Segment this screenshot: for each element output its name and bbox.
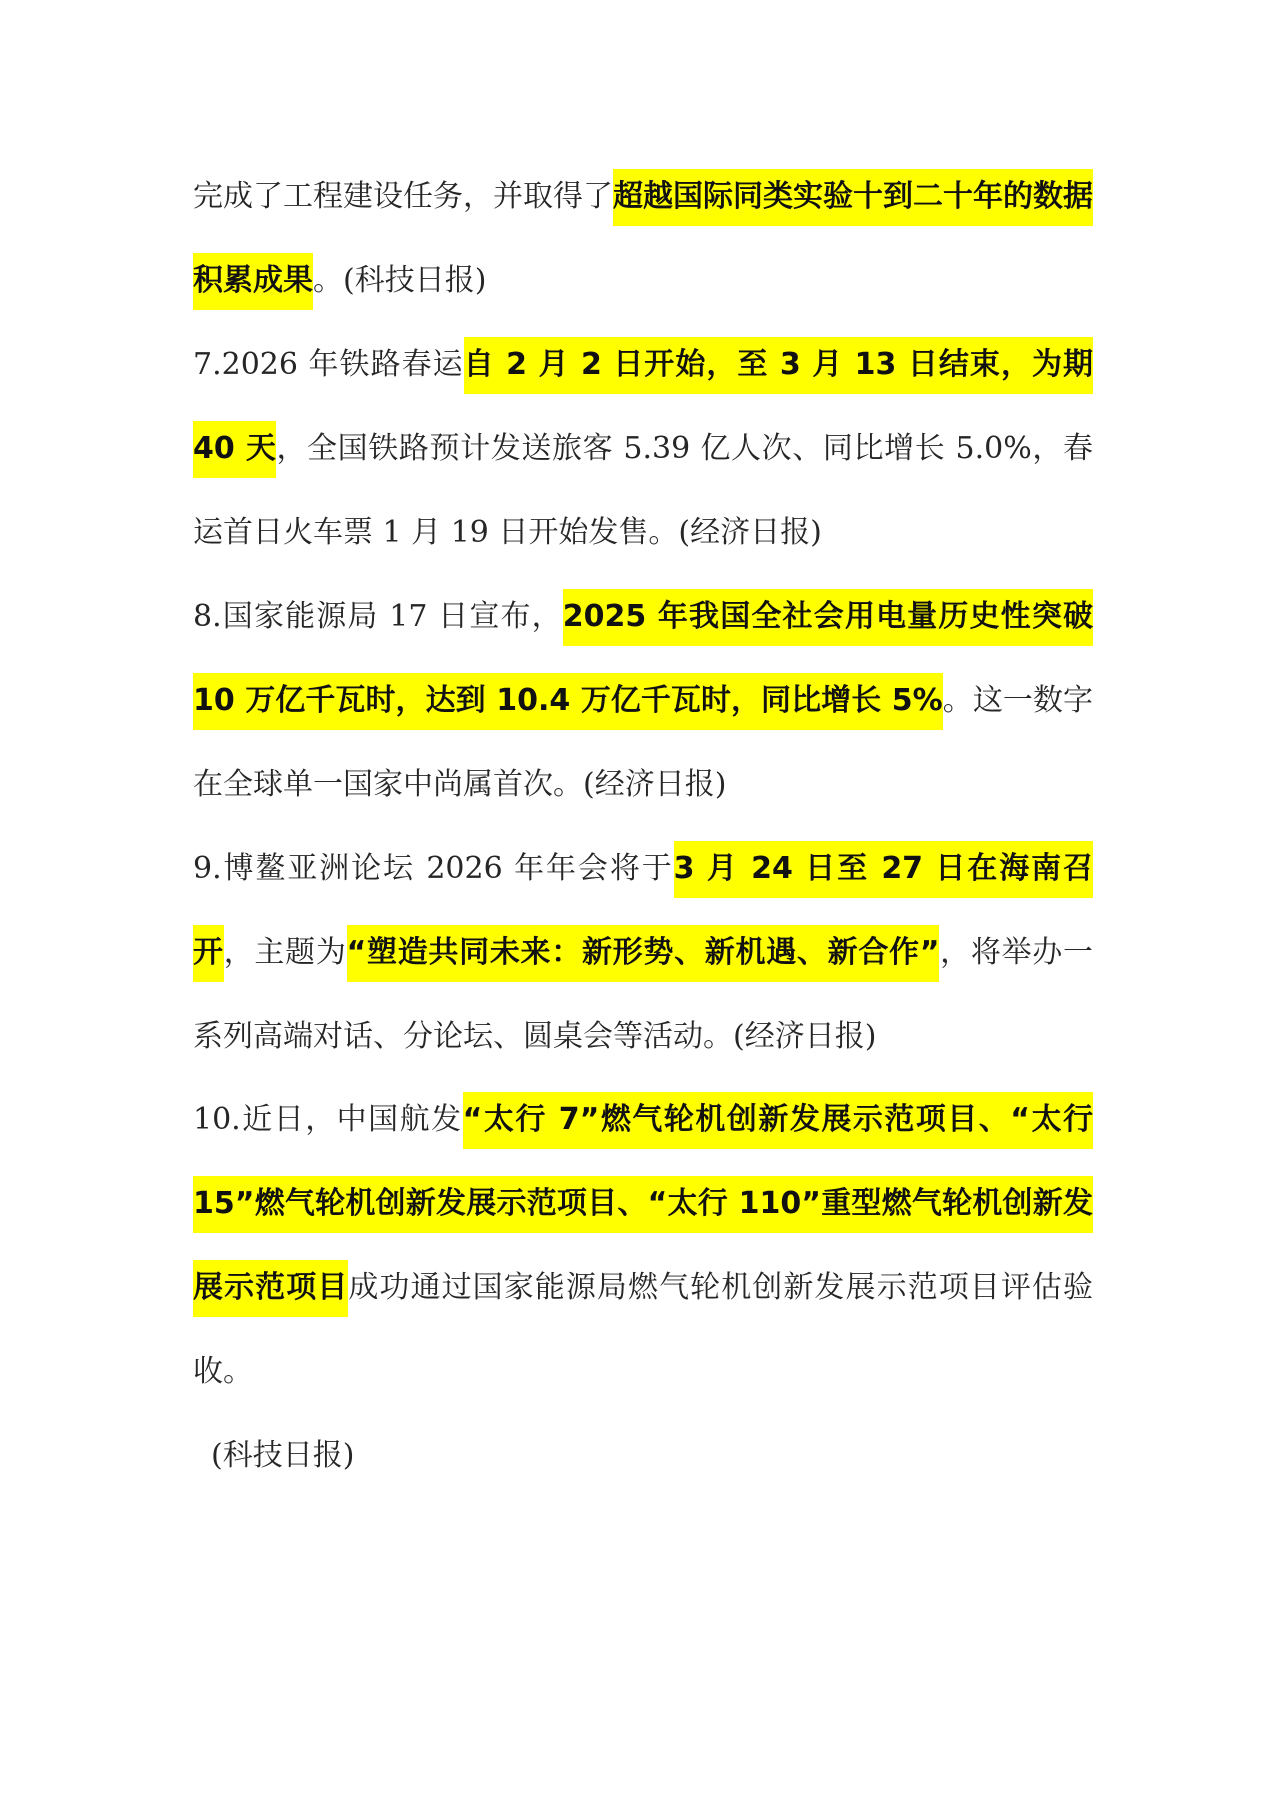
highlighted-text: 3 月 24 日至 27 日在海南召开 — [193, 841, 1093, 982]
plain-text: 完成了工程建设任务，并取得了 — [193, 179, 613, 214]
highlighted-text: 自 2 月 2 日开始，至 3 月 13 日结束，为期 40 天 — [193, 337, 1093, 478]
highlighted-theme: “塑造共同未来：新形势、新机遇、新合作” — [347, 925, 940, 982]
plain-text: 7.2026 年铁路春运 — [193, 347, 464, 382]
highlighted-text: 超越国际同类实验十到二十年的数据积累成果 — [193, 169, 1093, 310]
news-item-9 — [193, 827, 1093, 1079]
news-item-8 — [193, 575, 1093, 827]
source-label: (科技日报) — [211, 1438, 355, 1473]
plain-text: ，主题为 — [223, 935, 347, 970]
plain-text: 8.国家能源局 17 日宣布， — [193, 599, 563, 634]
plain-text: 。(科技日报) — [313, 263, 487, 298]
plain-text: 成功通过国家能源局燃气轮机创新发展示范项目评估验收。 — [193, 1270, 1094, 1389]
highlighted-text: 2025 年我国全社会用电量历史性突破 10 万亿千瓦时，达到 10.4 万亿千瓦时，同比增长 5% — [193, 589, 1093, 730]
plain-text: 10.近日，中国航发 — [193, 1102, 463, 1137]
plain-text: 9.博鳌亚洲论坛 2026 年年会将于 — [193, 851, 674, 886]
plain-text: 。这一数字在全球单一国家中尚属首次。(经济日报) — [193, 683, 1093, 802]
news-item-7 — [193, 323, 1093, 575]
news-item-10 — [193, 1078, 1093, 1498]
news-item-6-continued — [193, 155, 1093, 323]
plain-text: ，将举办一系列高端对话、分论坛、圆桌会等活动。(经济日报) — [193, 935, 1094, 1054]
plain-text: ，全国铁路预计发送旅客 5.39 亿人次、同比增长 5.0%，春运首日火车票 1 月 19 日开始发售。(经济日报) — [193, 431, 1093, 550]
highlighted-text: “太行 7”燃气轮机创新发展示范项目、“太行 15”燃气轮机创新发展示范项目、“太行 110”重型燃气轮机创新发展示范项目 — [193, 1092, 1093, 1317]
